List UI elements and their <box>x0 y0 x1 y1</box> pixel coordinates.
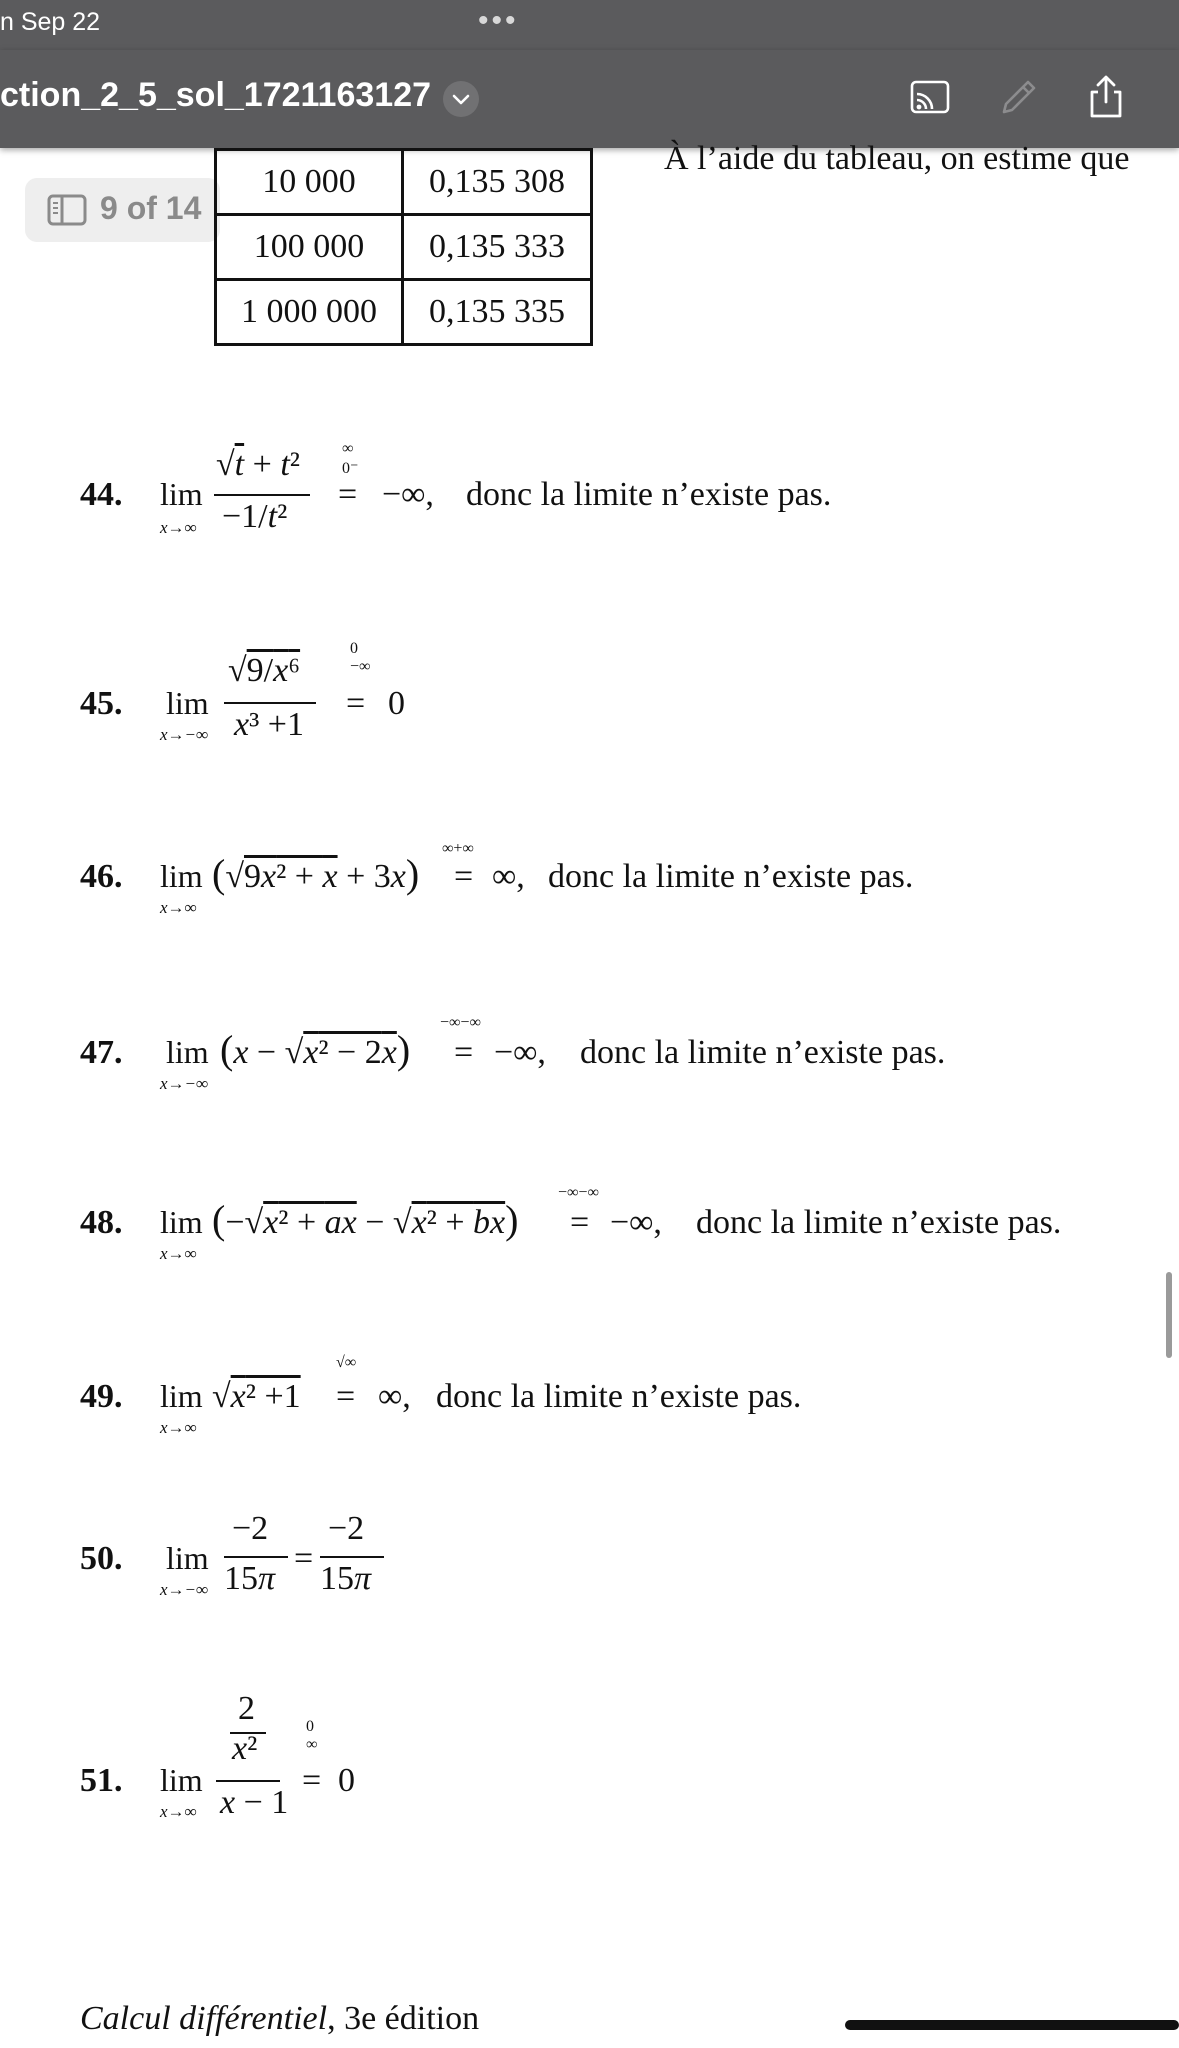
math-denominator: x³ +1 <box>234 706 304 743</box>
math-lim: lim <box>166 1540 209 1576</box>
math-subscript: x→∞ <box>160 898 197 917</box>
math-subscript: x→∞ <box>160 1244 197 1263</box>
page-indicator-label: 9 of 14 <box>100 190 202 226</box>
math-equals: = <box>570 1204 590 1241</box>
document-title[interactable]: ction_2_5_sol_1721163127 <box>0 76 432 114</box>
math-result: ∞, <box>492 858 525 895</box>
math-equals: = <box>336 1378 356 1415</box>
indeterminate-form: √∞ <box>336 1354 357 1371</box>
exercise-number: 49. <box>80 1378 123 1415</box>
table-cell: 0,135 333 <box>403 215 592 280</box>
math-subscript: x→−∞ <box>160 1074 209 1093</box>
math-denominator: x − 1 <box>220 1784 289 1821</box>
table-cell: 1 000 000 <box>216 280 403 345</box>
math-subscript: x→∞ <box>160 1802 197 1821</box>
math-expression: (x − √x² − 2x) <box>220 1027 411 1072</box>
exercise-conclusion: donc la limite n’existe pas. <box>436 1378 802 1415</box>
fraction-bar <box>214 494 310 496</box>
exercise-conclusion: donc la limite n’existe pas. <box>696 1204 1062 1241</box>
exercise-number: 46. <box>80 858 123 895</box>
indeterminate-form: −∞−∞ <box>558 1184 599 1201</box>
exercise-50 <box>80 1510 580 1610</box>
indeterminate-form: ∞ 0⁻ <box>342 440 359 477</box>
math-numerator: −2 <box>328 1510 365 1547</box>
math-expression: (√9x² + x + 3x) <box>212 851 420 896</box>
math-lim: lim <box>166 1034 209 1070</box>
share-icon[interactable] <box>1080 72 1132 124</box>
math-lim: lim <box>160 1378 203 1414</box>
math-numerator: √9/x⁶ <box>228 652 301 689</box>
math-numerator: √t + t² <box>216 446 300 483</box>
exercise-number: 51. <box>80 1762 123 1799</box>
table-row <box>216 215 592 280</box>
values-table <box>214 148 593 346</box>
math-result: −∞, <box>610 1204 662 1241</box>
page-footer <box>80 2000 479 2038</box>
indeterminate-form: 0 ∞ <box>306 1718 318 1753</box>
math-result: ∞, <box>378 1378 411 1415</box>
table-cell: 100 000 <box>216 215 403 280</box>
math-denominator: −1/t² <box>222 498 288 535</box>
indeterminate-form: ∞+∞ <box>442 840 474 857</box>
fraction-bar <box>320 1556 384 1558</box>
exercise-number: 47. <box>80 1034 123 1071</box>
math-equals: = <box>454 858 474 895</box>
status-bar <box>0 0 1179 50</box>
math-result: 0 <box>338 1762 355 1799</box>
status-date: n Sep 22 <box>0 8 101 36</box>
table-row <box>216 150 592 215</box>
exercise-45 <box>80 640 680 760</box>
exercise-number: 50. <box>80 1540 123 1577</box>
math-lim: lim <box>160 1762 203 1798</box>
exercise-51 <box>80 1690 580 1830</box>
indeterminate-form: −∞−∞ <box>440 1014 481 1031</box>
title-menu-chevron-icon[interactable] <box>443 81 479 117</box>
indeterminate-form: 0 −∞ <box>350 640 371 675</box>
math-lim: lim <box>160 858 203 894</box>
cast-icon[interactable] <box>904 72 956 124</box>
math-numerator: −2 <box>232 1510 269 1547</box>
page-indicator[interactable] <box>25 178 220 242</box>
fraction-bar <box>224 702 316 704</box>
table-row <box>216 280 592 345</box>
math-result: −∞, <box>382 476 434 513</box>
math-lim: lim <box>166 685 209 721</box>
table-cell: 0,135 335 <box>403 280 592 345</box>
exercise-conclusion: donc la limite n’existe pas. <box>466 476 832 513</box>
document-toolbar <box>0 50 1179 148</box>
math-result: 0 <box>388 685 405 722</box>
exercise-conclusion: donc la limite n’existe pas. <box>548 858 914 895</box>
math-expression: (−√x² + ax − √x² + bx) <box>212 1197 519 1242</box>
footer-edition: , 3e édition <box>327 2000 480 2037</box>
scrollbar[interactable] <box>1166 1272 1172 1358</box>
exercise-46 <box>80 840 1080 930</box>
math-equals: = <box>454 1034 474 1071</box>
table-cell: 0,135 308 <box>403 150 592 215</box>
fraction-bar <box>224 1556 288 1558</box>
markup-pencil-icon[interactable] <box>992 72 1044 124</box>
exercise-number: 45. <box>80 685 123 722</box>
math-lim: lim <box>160 1204 203 1240</box>
math-equals: = <box>346 685 366 722</box>
math-expression: √x² +1 <box>212 1378 301 1415</box>
math-subscript: x→−∞ <box>160 725 209 744</box>
exercise-47 <box>80 1010 1080 1100</box>
fraction-bar <box>216 1780 280 1782</box>
math-denominator: 15π <box>320 1560 372 1597</box>
exercise-48 <box>80 1180 1170 1270</box>
exercise-conclusion: donc la limite n’existe pas. <box>580 1034 946 1071</box>
side-text: À l’aide du tableau, on estime que <box>664 140 1130 177</box>
exercise-49 <box>80 1350 1080 1440</box>
math-result: −∞, <box>494 1034 546 1071</box>
math-lim: lim <box>160 476 203 512</box>
math-subscript: x→∞ <box>160 518 197 537</box>
exercise-44 <box>80 440 1080 550</box>
math-equals: = <box>294 1540 314 1577</box>
exercise-number: 44. <box>80 476 123 513</box>
table-cell: 10 000 <box>216 150 403 215</box>
math-subscript: x→∞ <box>160 1418 197 1437</box>
math-subscript: x→−∞ <box>160 1580 209 1599</box>
home-indicator[interactable] <box>845 2020 1179 2030</box>
math-equals: = <box>338 476 358 513</box>
math-equals: = <box>302 1762 322 1799</box>
math-denominator: 15π <box>224 1560 276 1597</box>
math-inner-numerator: 2 <box>238 1690 255 1727</box>
exercise-number: 48. <box>80 1204 123 1241</box>
multitasking-dots-icon[interactable]: ••• <box>478 4 519 37</box>
footer-book-title: Calcul différentiel <box>80 2000 328 2037</box>
math-inner-denominator: x² <box>232 1730 258 1767</box>
sidebar-icon <box>47 194 87 226</box>
